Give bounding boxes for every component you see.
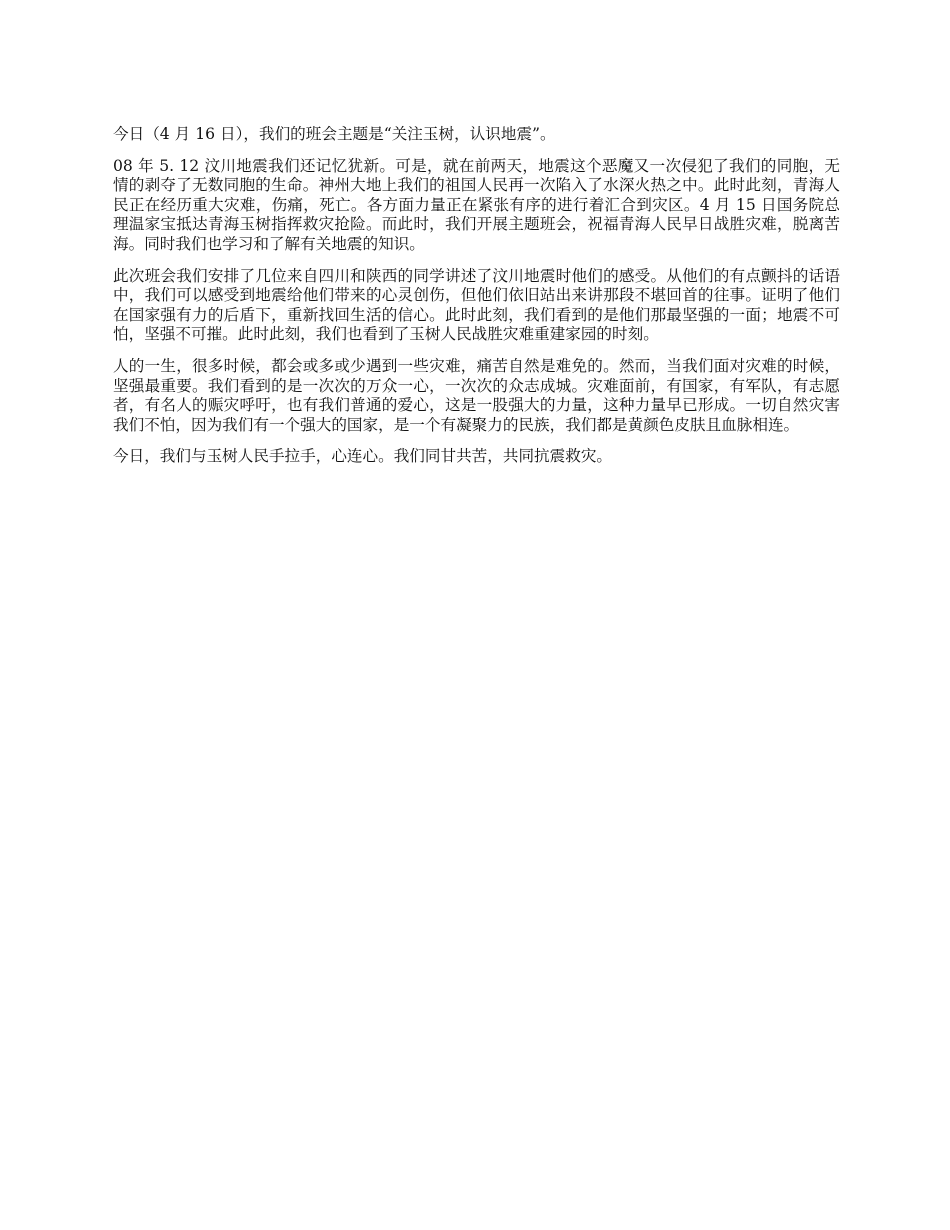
paragraph-wenchuan-memory: 08 年 5. 12 汶川地震我们还记忆犹新。可是，就在前两天，地震这个恶魔又一次侵犯了我们的同胞，无情的剥夺了无数同胞的生命。神州大地上我们的祖国人民再一次陷入了水深火热之中。此时此刻，青海人民正在经历重大灾难，伤痛，死亡。各方面力量正在紧张有序的进行着汇合到灾区。4 月 15 日国务院总理温家宝抵达青海玉树指挥救灾抢险。而此时，我们开展主题班会，祝福青海人民早日战胜灾难，脱离苦海。同时我们也学习和了解有关地震的知识。 [113,156,840,253]
paragraph-classmates-stories: 此次班会我们安排了几位来自四川和陕西的同学讲述了汶川地震时他们的感受。从他们的有点颤抖的话语中，我们可以感受到地震给他们带来的心灵创伤，但他们依旧站出来讲那段不堪回首的往事。证明了他们在国家强有力的后盾下，重新找回生活的信心。此时此刻，我们看到的是他们那最坚强的一面；地震不可怕，坚强不可摧。此时此刻，我们也看到了玉树人民战胜灾难重建家园的时刻。 [113,266,840,344]
paragraph-facing-disaster: 人的一生，很多时候，都会或多或少遇到一些灾难，痛苦自然是难免的。然而，当我们面对灾难的时候，坚强最重要。我们看到的是一次次的万众一心，一次次的众志成城。灾难面前，有国家，有军队，有志愿者，有名人的赈灾呼吁，也有我们普通的爱心，这是一股强大的力量，这种力量早已形成。一切自然灾害我们不怕，因为我们有一个强大的国家，是一个有凝聚力的民族，我们都是黄颜色皮肤且血脉相连。 [113,356,840,434]
paragraph-conclusion: 今日，我们与玉树人民手拉手，心连心。我们同甘共苦，共同抗震救灾。 [113,447,613,466]
paragraph-intro: 今日（4 月 16 日），我们的班会主题是“关注玉树，认识地震”。 [113,125,556,143]
document-body [113,125,840,479]
